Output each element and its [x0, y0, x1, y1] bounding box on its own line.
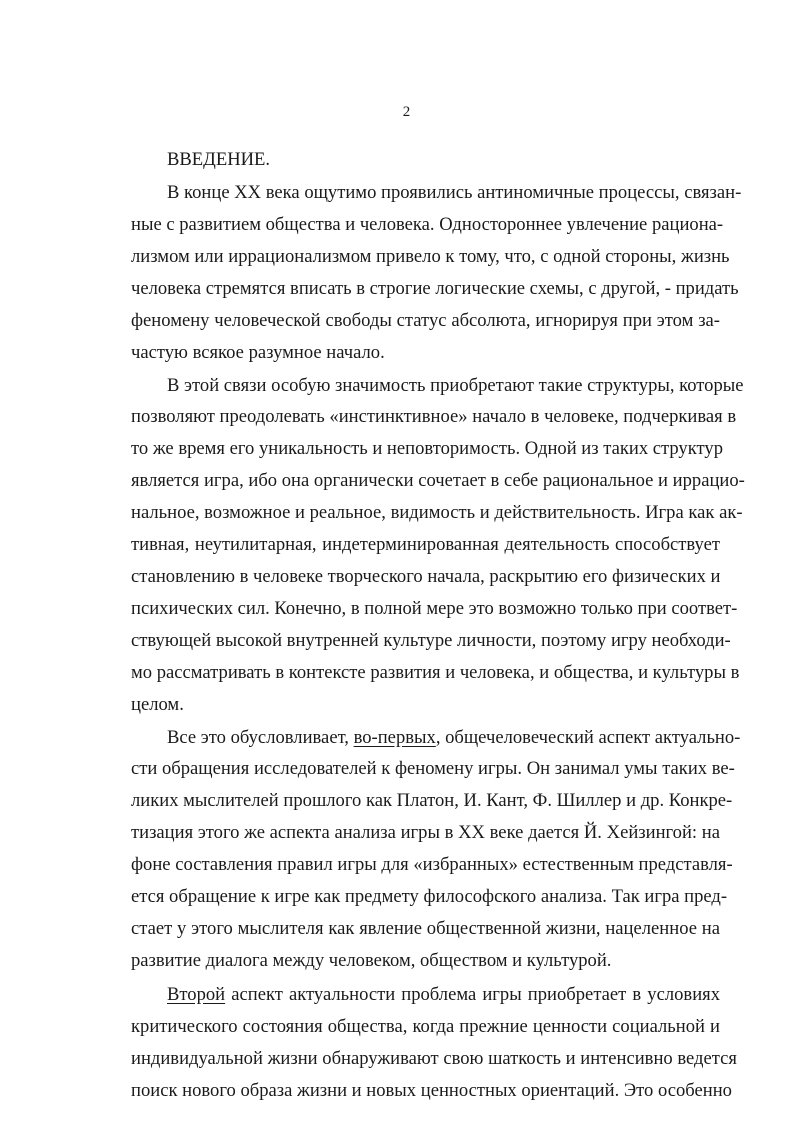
- text-line: В конце XX века ощутимо проявились антиномичные процессы, связан-: [167, 182, 742, 203]
- text-line: сти обращения исследователей к феномену игры. Он занимал умы таких ве-: [131, 758, 735, 779]
- underlined-term: Второй: [167, 984, 226, 1005]
- text-line: стает у этого мыслителя как явление общественной жизни, нацеленное на: [131, 918, 720, 939]
- text-line: становлению в человеке творческого начала, раскрытию его физических и: [131, 566, 721, 587]
- text-line: ствующей высокой внутренней культуре личности, поэтому игру необходи-: [131, 630, 731, 651]
- text-line: [167, 726, 741, 750]
- text-line: нальное, возможное и реальное, видимость и действительность. Игра как ак-: [131, 502, 743, 523]
- text-line: фоне составления правил игры для «избранных» естественным представля-: [131, 854, 733, 875]
- text-line: В этой связи особую значимость приобретают такие структуры, которые: [167, 375, 744, 396]
- text-line: целом.: [131, 694, 184, 715]
- text-line: индивидуальной жизни обнаруживают свою шаткость и интенсивно ведется: [131, 1048, 737, 1069]
- text-line: позволяют преодолевать «инстинктивное» начало в человеке, подчеркивая в: [131, 406, 737, 427]
- text-line: психических сил. Конечно, в полной мере это возможно только при соответ-: [131, 598, 738, 619]
- page-number: 2: [402, 104, 411, 120]
- text-line: мо рассматривать в контексте развития и человека, и общества, и культуры в: [131, 662, 740, 683]
- text-line: ется обращение к игре как предмету философского анализа. Так игра пред-: [131, 886, 728, 907]
- text-line: является игра, ибо она органически сочетает в себе рациональное и иррацио-: [131, 470, 745, 491]
- text-line: частую всякое разумное начало.: [131, 342, 385, 363]
- section-heading: ВВЕДЕНИЕ.: [167, 149, 271, 170]
- text-segment: , общечеловеческий аспект актуально-: [435, 727, 741, 748]
- text-line: феномену человеческой свободы статус абсолюта, игнорируя при этом за-: [131, 310, 720, 331]
- text-line: развитие диалога между человеком, обществом и культурой.: [131, 950, 612, 971]
- text-segment: аспект актуальности проблема игры приобретает в условиях: [225, 984, 720, 1005]
- text-line: поиск нового образа жизни и новых ценностных ориентаций. Это особенно: [131, 1080, 732, 1101]
- text-line: тивная, неутилитарная, индетерминированная деятельность способствует: [131, 534, 720, 555]
- text-segment: Все это обусловливает,: [167, 727, 354, 748]
- text-line: лизмом или иррационализмом привело к тому, что, с одной стороны, жизнь: [131, 246, 730, 267]
- text-line: критического состояния общества, когда прежние ценности социальной и: [131, 1016, 720, 1037]
- underlined-term: во-первых: [353, 727, 436, 748]
- text-line: человека стремятся вписать в строгие логические схемы, с другой, - придать: [131, 278, 739, 299]
- text-line: тизация этого же аспекта анализа игры в XX веке дается Й. Хейзингой: на: [131, 822, 720, 843]
- text-line: то же время его уникальность и неповторимость. Одной из таких структур: [131, 438, 723, 459]
- text-line: [167, 983, 720, 1007]
- text-line: ные с развитием общества и человека. Одностороннее увлечение рациона-: [131, 214, 724, 235]
- text-line: ликих мыслителей прошлого как Платон, И. Кант, Ф. Шиллер и др. Конкре-: [131, 790, 733, 811]
